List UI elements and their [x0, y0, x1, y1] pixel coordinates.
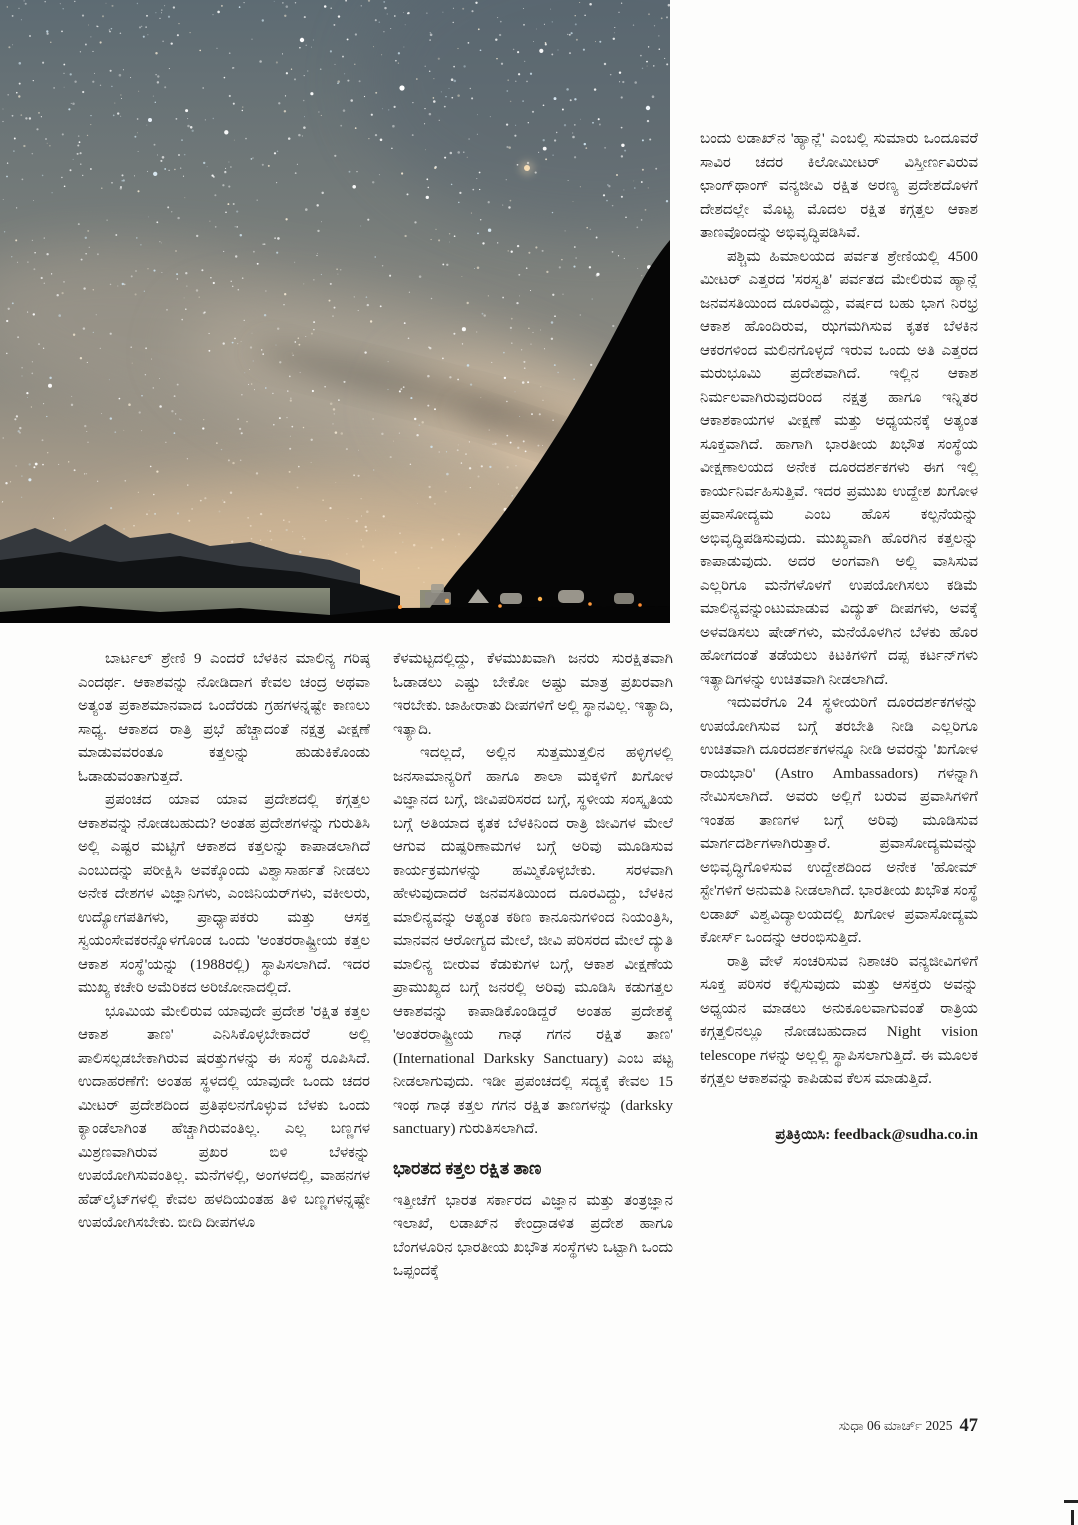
feedback-label: ಪ್ರತಿಕ್ರಿಯಿಸಿ:	[775, 1126, 831, 1143]
paragraph: ಬಾರ್ಟಲ್ ಶ್ರೇಣಿ 9 ಎಂದರೆ ಬೆಳಕಿನ ಮಾಲಿನ್ಯ ಗರಿಷ್ಠ ಎಂದರ್ಥ. ಆಕಾಶವನ್ನು ನೋಡಿದಾಗ ಕೇವಲ ಚಂದ್ರ ಅಥವಾ ಅತ್ಯಂತ ಪ್ರಕಾಶಮಾನವಾದ ಒಂದೆರಡು ಗ್ರಹಗಳನ್ನಷ್ಟೇ ಕಾಣಲು ಸಾಧ್ಯ. ಆಕಾಶದ ರಾತ್ರಿ ಪ್ರಭೆ ಹೆಚ್ಚಾದಂತೆ ನಕ್ಷತ್ರ ವೀಕ್ಷಣೆ ಮಾಡುವವರಂತೂ ಕತ್ತಲನ್ನು ಹುಡುಕಿಕೊಂಡು ಓಡಾಡುವಂತಾಗುತ್ತದೆ.	[78, 651, 370, 785]
issue-date: ಸುಧಾ 06 ಮಾರ್ಚ್ 2025	[838, 1418, 953, 1433]
crop-mark-vertical	[1071, 1510, 1074, 1525]
feedback-line	[700, 1124, 978, 1148]
paragraph: ಇದುವರೆಗೂ 24 ಸ್ಥಳೀಯರಿಗೆ ದೂರದರ್ಶಕಗಳನ್ನು ಉಪಯೋಗಿಸುವ ಬಗ್ಗೆ ತರಬೇತಿ ನೀಡಿ ಎಲ್ಲರಿಗೂ ಉಚಿತವಾಗಿ ದೂರದರ್ಶಕಗಳನ್ನೂ ನೀಡಿ ಅವರನ್ನು 'ಖಗೋಳ ರಾಯಭಾರಿ' (Astro Ambassadors) ಗಳನ್ನಾಗಿ ನೇಮಿಸಲಾಗಿದೆ. ಅವರು ಅಲ್ಲಿಗೆ ಬರುವ ಪ್ರವಾಸಿಗಳಿಗೆ ಇಂತಹ ತಾಣಗಳ ಬಗ್ಗೆ ಅರಿವು ಮೂಡಿಸುವ ಮಾರ್ಗದರ್ಶಿಗಳಾಗಿರುತ್ತಾರೆ. ಪ್ರವಾಸೋದ್ಯಮವನ್ನು ಅಭಿವೃದ್ಧಿಗೊಳಿಸುವ ಉದ್ದೇಶದಿಂದ ಅನೇಕ 'ಹೋಮ್ ಸ್ಟೇ'ಗಳಿಗೆ ಅನುಮತಿ ನೀಡಲಾಗಿದೆ. ಭಾರತೀಯ ಖಭೌತ ಸಂಸ್ಥೆ ಲಡಾಖ್ ವಿಶ್ವವಿದ್ಯಾಲಯದಲ್ಲಿ ಖಗೋಳ ಪ್ರವಾಸೋದ್ಯಮ ಕೋರ್ಸ್ ಒಂದನ್ನು ಆರಂಭಿಸುತ್ತಿದೆ.	[700, 695, 978, 946]
page-footer	[700, 1416, 978, 1437]
paragraph: ಪಶ್ಚಿಮ ಹಿಮಾಲಯದ ಪರ್ವತ ಶ್ರೇಣಿಯಲ್ಲಿ 4500 ಮೀಟರ್ ಎತ್ತರದ 'ಸರಸ್ವತಿ' ಪರ್ವತದ ಮೇಲಿರುವ ಹ್ಯಾನ್ಲೆ ಜನವಸತಿಯಿಂದ ದೂರವಿದ್ದು, ವರ್ಷದ ಬಹು ಭಾಗ ನಿರಭ್ರ ಆಕಾಶ ಹೊಂದಿರುವ, ಝಗಮಗಿಸುವ ಕೃತಕ ಬೆಳಕಿನ ಆಕರಗಳಿಂದ ಮಲಿನಗೊಳ್ಳದೆ ಇರುವ ಒಂದು ಅತಿ ಎತ್ತರದ ಮರುಭೂಮಿ ಪ್ರದೇಶವಾಗಿದೆ. ಇಲ್ಲಿನ ಆಕಾಶ ನಿರ್ಮಲವಾಗಿರುವುದರಿಂದ ನಕ್ಷತ್ರ ಹಾಗೂ ಇನ್ನಿತರ ಆಕಾಶಕಾಯಗಳ ವೀಕ್ಷಣೆ ಮತ್ತು ಅಧ್ಯಯನಕ್ಕೆ ಅತ್ಯಂತ ಸೂಕ್ತವಾಗಿದೆ. ಹಾಗಾಗಿ ಭಾರತೀಯ ಖಭೌತ ಸಂಸ್ಥೆಯ ವೀಕ್ಷಣಾಲಯದ ಅನೇಕ ದೂರದರ್ಶಕಗಳು ಈಗ ಇಲ್ಲಿ ಕಾರ್ಯನಿರ್ವಹಿಸುತ್ತಿವೆ. ಇದರ ಪ್ರಮುಖ ಉದ್ದೇಶ ಖಗೋಳ ಪ್ರವಾಸೋದ್ಯಮ ಎಂಬ ಹೊಸ ಕಲ್ಪನೆಯನ್ನು ಅಭಿವೃದ್ಧಿಪಡಿಸುವುದು. ಮುಖ್ಯವಾಗಿ ಹೊರಗಿನ ಕತ್ತಲನ್ನು ಕಾಪಾಡುವುದು. ಅದರ ಅಂಗವಾಗಿ ಅಲ್ಲಿ ವಾಸಿಸುವ ಎಲ್ಲರಿಗೂ ಮನೆಗಳೊಳಗೆ ಉಪಯೋಗಿಸಲು ಕಡಿಮೆ ಮಾಲಿನ್ಯವನ್ನುಂಟುಮಾಡುವ ವಿದ್ಯುತ್ ದೀಪಗಳು, ಅವಕ್ಕೆ ಅಳವಡಿಸಲು ಷೇಡ್‌ಗಳು, ಮನೆಯೊಳಗಿನ ಬೆಳಕು ಹೊರ ಹೋಗದಂತೆ ತಡೆಯಲು ಕಿಟಕಿಗಳಿಗೆ ದಪ್ಪ ಕರ್ಟನ್‌ಗಳು ಇತ್ಯಾದಿಗಳನ್ನು ಉಚಿತವಾಗಿ ನೀಡಲಾಗಿದೆ.	[700, 248, 978, 688]
page-number: 47	[959, 1416, 978, 1436]
paragraph: ಬಂದು ಲಡಾಖ್‌ನ 'ಹ್ಯಾನ್ಲೆ' ಎಂಬಲ್ಲಿ ಸುಮಾರು ಒಂದೂವರೆ ಸಾವಿರ ಚದರ ಕಿಲೋಮೀಟರ್ ವಿಸ್ತೀರ್ಣವಿರುವ ಛಾಂಗ್‌ಥಾಂಗ್ ವನ್ಯಜೀವಿ ರಕ್ಷಿತ ಅರಣ್ಯ ಪ್ರದೇಶದೊಳಗೆ ದೇಶದಲ್ಲೇ ಮೊಟ್ಟ ಮೊದಲ ರಕ್ಷಿತ ಕಗ್ಗತ್ತಲ ಆಕಾಶ ತಾಣವೊಂದನ್ನು ಅಭಿವೃದ್ಧಿಪಡಿಸಿವೆ.	[700, 131, 978, 241]
paragraph: ಇತ್ತೀಚೆಗೆ ಭಾರತ ಸರ್ಕಾರದ ವಿಜ್ಞಾನ ಮತ್ತು ತಂತ್ರಜ್ಞಾನ ಇಲಾಖೆ, ಲಡಾಖ್‌ನ ಕೇಂದ್ರಾಡಳಿತ ಪ್ರದೇಶ ಹಾಗೂ ಬೆಂಗಳೂರಿನ ಭಾರತೀಯ ಖಭೌತ ಸಂಸ್ಥೆಗಳು ಒಟ್ಟಾಗಿ ಒಂದು ಒಪ್ಪಂದಕ್ಕೆ	[393, 1192, 673, 1279]
section-subhead: ಭಾರತದ ಕತ್ತಲ ರಕ್ಷಿತ ತಾಣ	[393, 1157, 542, 1178]
text-column-2	[393, 648, 673, 1284]
paragraph: ಕೆಳಮಟ್ಟದಲ್ಲಿದ್ದು, ಕೆಳಮುಖವಾಗಿ ಜನರು ಸುರಕ್ಷಿತವಾಗಿ ಓಡಾಡಲು ಎಷ್ಟು ಬೇಕೋ ಅಷ್ಟು ಮಾತ್ರ ಪ್ರಖರವಾಗಿ ಇರಬೇಕು. ಜಾಹೀರಾತು ದೀಪಗಳಿಗೆ ಅಲ್ಲಿ ಸ್ಥಾನವಿಲ್ಲ. ಇತ್ಯಾದಿ, ಇತ್ಯಾದಿ.	[393, 651, 673, 738]
crop-mark-horizontal	[1064, 1500, 1078, 1503]
paragraph: ರಾತ್ರಿ ವೇಳೆ ಸಂಚರಿಸುವ ನಿಶಾಚರಿ ವನ್ಯಜೀವಿಗಳಿಗೆ ಸೂಕ್ತ ಪರಿಸರ ಕಲ್ಪಿಸುವುದು ಮತ್ತು ಆಸಕ್ತರು ಅವನ್ನು ಅಧ್ಯಯನ ಮಾಡಲು ಅನುಕೂಲವಾಗುವಂತೆ ರಾತ್ರಿಯ ಕಗ್ಗತ್ತಲಿನಲ್ಲೂ ನೋಡಬಹುದಾದ Night vision telescope ಗಳನ್ನು ಅಲ್ಲಲ್ಲಿ ಸ್ಥಾಪಿಸಲಾಗುತ್ತಿದೆ. ಈ ಮೂಲಕ ಕಗ್ಗತ್ತಲ ಆಕಾಶವನ್ನು ಕಾಪಿಡುವ ಕೆಲಸ ಮಾಡುತ್ತಿದೆ.	[700, 953, 978, 1087]
paragraph: ಪ್ರಪಂಚದ ಯಾವ ಯಾವ ಪ್ರದೇಶದಲ್ಲಿ ಕಗ್ಗತ್ತಲ ಆಕಾಶವನ್ನು ನೋಡಬಹುದು? ಅಂತಹ ಪ್ರದೇಶಗಳನ್ನು ಗುರುತಿಸಿ ಅಲ್ಲಿ ಎಷ್ಟರ ಮಟ್ಟಿಗೆ ಆಕಾಶದ ಕತ್ತಲನ್ನು ಕಾಪಾಡಲಾಗಿದೆ ಎಂಬುದನ್ನು ಪರೀಕ್ಷಿಸಿ ಅವಕ್ಕೊಂದು ವಿಶ್ವಾಸಾರ್ಹತೆ ನೀಡಲು ಅನೇಕ ದೇಶಗಳ ವಿಜ್ಞಾನಿಗಳು, ಎಂಜಿನಿಯರ್‌ಗಳು, ವಕೀಲರು, ಉದ್ಯೋಗಪತಿಗಳು, ಪ್ರಾಧ್ಯಾಪಕರು ಮತ್ತು ಆಸಕ್ತ ಸ್ವಯಂಸೇವಕರನ್ನೊಳಗೊಂಡ ಒಂದು 'ಅಂತರರಾಷ್ಟ್ರೀಯ ಕತ್ತಲ ಆಕಾಶ ಸಂಸ್ಥೆ'ಯನ್ನು (1988ರಲ್ಲಿ) ಸ್ಥಾಪಿಸಲಾಗಿದೆ. ಇದರ ಮುಖ್ಯ ಕಚೇರಿ ಅಮೆರಿಕದ ಅರಿಜೋನಾದಲ್ಲಿದೆ.	[78, 792, 370, 996]
text-column-3	[700, 128, 978, 1147]
paragraph: ಇದಲ್ಲದೆ, ಅಲ್ಲಿನ ಸುತ್ತಮುತ್ತಲಿನ ಹಳ್ಳಿಗಳಲ್ಲಿ ಜನಸಾಮಾನ್ಯರಿಗೆ ಹಾಗೂ ಶಾಲಾ ಮಕ್ಕಳಿಗೆ ಖಗೋಳ ವಿಜ್ಞಾನದ ಬಗ್ಗೆ, ಜೀವಿಪರಿಸರದ ಬಗ್ಗೆ, ಸ್ಥಳೀಯ ಸಂಸ್ಕೃತಿಯ ಬಗ್ಗೆ ಅತಿಯಾದ ಕೃತಕ ಬೆಳಕಿನಿಂದ ರಾತ್ರಿ ಜೀವಿಗಳ ಮೇಲೆ ಆಗುವ ದುಷ್ಪರಿಣಾಮಗಳ ಬಗ್ಗೆ ಅರಿವು ಮೂಡಿಸುವ ಕಾರ್ಯಕ್ರಮಗಳನ್ನು ಹಮ್ಮಿಕೊಳ್ಳಬೇಕು. ಸರಳವಾಗಿ ಹೇಳುವುದಾದರೆ ಜನವಸತಿಯಿಂದ ದೂರವಿದ್ದು, ಬೆಳಕಿನ ಮಾಲಿನ್ಯವನ್ನು ಅತ್ಯಂತ ಕಠಿಣ ಕಾನೂನುಗಳಿಂದ ನಿಯಂತ್ರಿಸಿ, ಮಾನವನ ಆರೋಗ್ಯದ ಮೇಲೆ, ಜೀವಿ ಪರಿಸರದ ಮೇಲೆ ದ್ಯುತಿ ಮಾಲಿನ್ಯ ಬೀರುವ ಕೆಡುಕುಗಳ ಬಗ್ಗೆ, ಆಕಾಶ ವೀಕ್ಷಣೆಯ ಪ್ರಾಮುಖ್ಯದ ಬಗ್ಗೆ ಜನರಲ್ಲಿ ಅರಿವು ಮೂಡಿಸಿ ಕಡುಗತ್ತಲ ಆಕಾಶವನ್ನು ಕಾಪಾಡಿಕೊಂಡಿದ್ದರೆ ಅಂತಹ ಪ್ರದೇಶಕ್ಕೆ 'ಅಂತರರಾಷ್ಟ್ರೀಯ ಗಾಢ ಗಗನ ರಕ್ಷಿತ ತಾಣ' (International Darksky Sanctuary) ಎಂಬ ಪಟ್ಟ ನೀಡಲಾಗುವುದು. ಇಡೀ ಪ್ರಪಂಚದಲ್ಲಿ ಸದ್ಯಕ್ಕೆ ಕೇವಲ 15 ಇಂಥ ಗಾಢ ಕತ್ತಲ ಗಗನ ರಕ್ಷಿತ ತಾಣಗಳನ್ನು (darksky sanctuary) ಗುರುತಿಸಲಾಗಿದೆ.	[393, 745, 673, 1137]
feedback-email: feedback@sudha.co.in	[834, 1126, 978, 1143]
paragraph: ಭೂಮಿಯ ಮೇಲಿರುವ ಯಾವುದೇ ಪ್ರದೇಶ 'ರಕ್ಷಿತ ಕತ್ತಲ ಆಕಾಶ ತಾಣ' ಎನಿಸಿಕೊಳ್ಳಬೇಕಾದರೆ ಅಲ್ಲಿ ಪಾಲಿಸಲ್ಪಡಬೇಕಾಗಿರುವ ಷರತ್ತುಗಳನ್ನು ಈ ಸಂಸ್ಥೆ ರೂಪಿಸಿದೆ. ಉದಾಹರಣೆಗೆ: ಅಂತಹ ಸ್ಥಳದಲ್ಲಿ ಯಾವುದೇ ಒಂದು ಚದರ ಮೀಟರ್ ಪ್ರದೇಶದಿಂದ ಪ್ರತಿಫಲನಗೊಳ್ಳುವ ಬೆಳಕು ಒಂದು ಕ್ಯಾಂಡೆಲಾಗಿಂತ ಹೆಚ್ಚಾಗಿರುವಂತಿಲ್ಲ. ಎಲ್ಲ ಬಣ್ಣಗಳ ಮಿಶ್ರಣವಾಗಿರುವ ಪ್ರಖರ ಬಿಳಿ ಬೆಳಕನ್ನು ಉಪಯೋಗಿಸುವಂತಿಲ್ಲ. ಮನೆಗಳಲ್ಲಿ, ಅಂಗಳದಲ್ಲಿ, ವಾಹನಗಳ ಹೆಡ್‌ಲೈಟ್‌ಗಳಲ್ಲಿ ಕೇವಲ ಹಳದಿಯಂತಹ ತಿಳಿ ಬಣ್ಣಗಳನ್ನಷ್ಟೇ ಉಪಯೋಗಿಸಬೇಕು. ಬೀದಿ ದೀಪಗಳೂ	[78, 1003, 370, 1231]
text-column-1	[78, 648, 370, 1236]
milky-way-illustration	[0, 0, 670, 623]
night-sky-photo	[0, 0, 670, 623]
